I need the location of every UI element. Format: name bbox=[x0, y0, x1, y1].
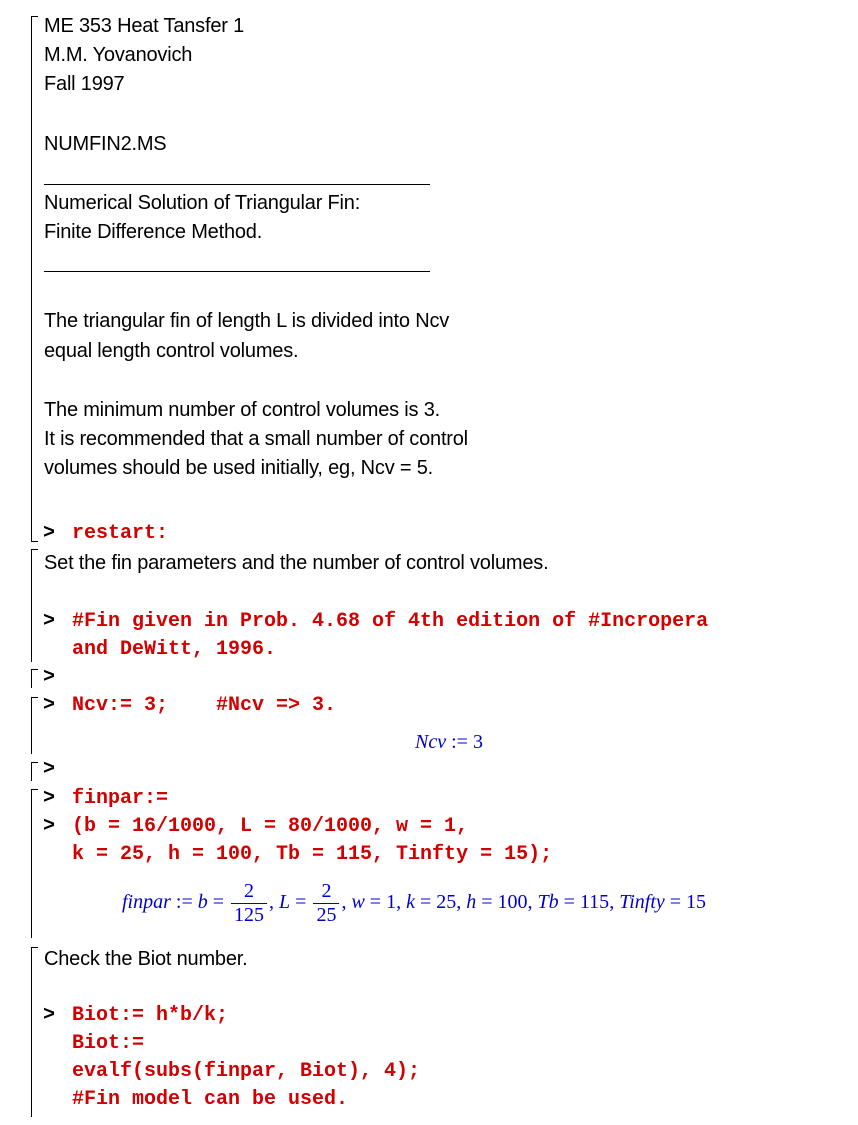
group-bracket-ncv bbox=[31, 697, 32, 754]
worksheet-title-line2: Finite Difference Method. bbox=[44, 221, 263, 243]
worksheet-title-line1: Numerical Solution of Triangular Fin: bbox=[44, 192, 361, 214]
group-bracket-finpar bbox=[31, 789, 32, 938]
description-text: The triangular fin of length L is divided into Ncv bbox=[44, 310, 450, 332]
author-name: M.M. Yovanovich bbox=[44, 44, 193, 66]
text-check-biot: Check the Biot number. bbox=[44, 948, 248, 970]
output-b-denominator: 125 bbox=[234, 904, 265, 926]
input-prompt: > bbox=[43, 787, 56, 810]
group-bracket-intro bbox=[31, 16, 32, 542]
output-ncv bbox=[415, 732, 483, 752]
output-L-denominator: 25 bbox=[316, 904, 337, 926]
text-set-params: Set the fin parameters and the number of control volumes. bbox=[44, 552, 549, 574]
command-biot-line4[interactable]: #Fin model can be used. bbox=[72, 1088, 349, 1111]
command-finpar-line3[interactable]: k = 25, h = 100, Tb = 115, Tinfty = 15); bbox=[72, 843, 553, 866]
title-rule-top bbox=[44, 184, 430, 185]
output-w-value: 1 bbox=[386, 891, 397, 914]
output-Tb-value: 115 bbox=[579, 891, 610, 914]
input-prompt-empty[interactable]: > bbox=[43, 666, 56, 689]
input-prompt: > bbox=[43, 815, 56, 838]
command-comment-line2[interactable]: and DeWitt, 1996. bbox=[72, 638, 277, 661]
term-label: Fall 1997 bbox=[44, 73, 125, 95]
output-ncv-value: 3 bbox=[472, 731, 483, 753]
output-finpar-name: finpar bbox=[122, 891, 171, 914]
output-Tb-name: Tb bbox=[537, 891, 559, 914]
output-w-name: w bbox=[351, 891, 365, 914]
output-Tinfty-name: Tinfty bbox=[619, 891, 665, 914]
input-prompt: > bbox=[43, 694, 56, 717]
output-k-name: k bbox=[406, 891, 415, 914]
output-b-fraction bbox=[231, 880, 267, 927]
group-bracket-set-params bbox=[31, 549, 32, 662]
output-k-value: 25 bbox=[436, 891, 457, 914]
description-text: volumes should be used initially, eg, Ncv = 5. bbox=[44, 457, 433, 479]
group-bracket-empty-2 bbox=[31, 762, 32, 781]
description-text: equal length control volumes. bbox=[44, 340, 299, 362]
input-prompt: > bbox=[43, 522, 56, 545]
command-finpar-line1[interactable]: finpar:= bbox=[72, 787, 169, 810]
group-bracket-biot bbox=[31, 947, 32, 1117]
input-prompt: > bbox=[43, 1004, 56, 1027]
output-finpar: finpar := b = $\frac{2}{125}$ , L = $\frac{2}{25}$ , w = 1, k = 25, h = 100, Tb = 115, Tinfty = 15 bbox=[122, 880, 707, 926]
title-rule-bottom bbox=[44, 271, 430, 272]
output-L-numerator: 2 bbox=[313, 880, 339, 904]
output-assign: := bbox=[446, 731, 473, 753]
command-biot-line2[interactable]: Biot:= bbox=[72, 1032, 145, 1055]
input-prompt-empty[interactable]: > bbox=[43, 758, 56, 781]
course-title: ME 353 Heat Tansfer 1 bbox=[44, 15, 244, 37]
description-text: It is recommended that a small number of control bbox=[44, 428, 468, 450]
command-finpar-line2[interactable]: (b = 16/1000, L = 80/1000, w = 1, bbox=[72, 815, 469, 838]
command-restart[interactable]: restart: bbox=[72, 522, 169, 545]
output-b-name: b bbox=[197, 891, 208, 914]
group-bracket-empty-1 bbox=[31, 669, 32, 688]
command-biot-line1[interactable]: Biot:= h*b/k; bbox=[72, 1004, 229, 1027]
output-L-name: L bbox=[279, 891, 291, 914]
command-comment-line1[interactable]: #Fin given in Prob. 4.68 of 4th edition of #Incropera bbox=[72, 610, 709, 633]
output-h-value: 100 bbox=[497, 891, 528, 914]
output-ncv-name: Ncv bbox=[415, 731, 447, 753]
command-ncv[interactable]: Ncv:= 3; #Ncv => 3. bbox=[72, 694, 337, 717]
output-b-numerator: 2 bbox=[231, 880, 267, 904]
worksheet-filename: NUMFIN2.MS bbox=[44, 133, 167, 155]
output-Tinfty-value: 15 bbox=[686, 891, 707, 914]
description-text: The minimum number of control volumes is 3. bbox=[44, 399, 440, 421]
output-L-fraction bbox=[313, 880, 339, 927]
command-biot-line3[interactable]: evalf(subs(finpar, Biot), 4); bbox=[72, 1060, 421, 1083]
input-prompt: > bbox=[43, 610, 56, 633]
output-h-name: h bbox=[466, 891, 477, 914]
